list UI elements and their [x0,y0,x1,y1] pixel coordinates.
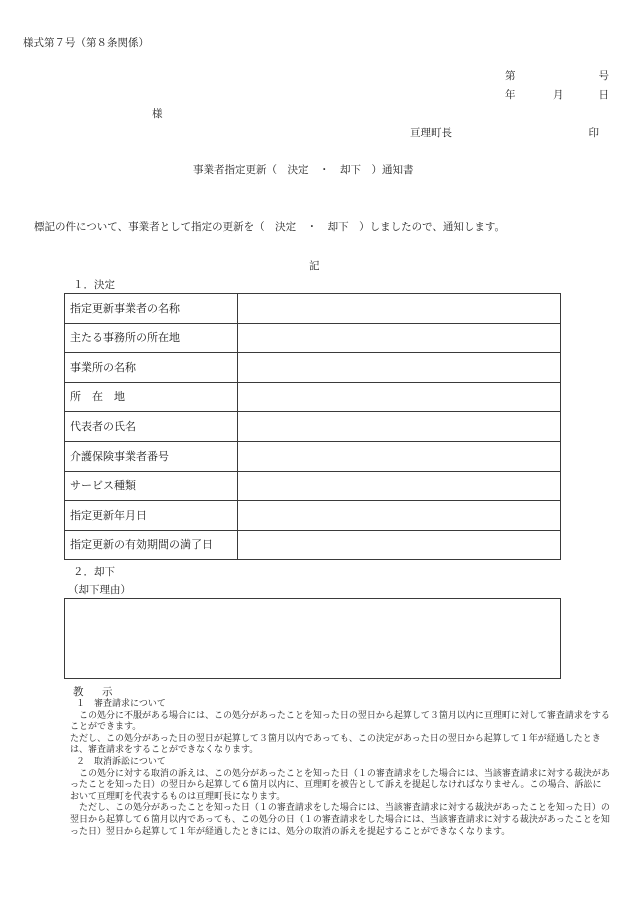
row-value[interactable] [238,412,561,442]
body-text: 標記の件について、事業者として指定の更新を（ 決定 ・ 却下 ）しましたので、通知します。 [34,221,506,233]
table-row [65,382,561,412]
date-day: 日 [598,89,609,101]
section-decision-heading: １．決定 [73,279,115,291]
decision-table [64,293,561,560]
notice-item2-paragraph2: ただし、この処分があったことを知った日（１の審査請求をした場合には、当該審査請求に対する裁決があったことを知った日）の翌日から起算して６箇月以内であっても、この処分の日（１の審査請求をした場合には、当該審査請求に対する裁決があったことを知った日）翌日から起算して１年が経過したときには、処分の取消の訴えを提起することができなくなります。 [70,803,610,837]
notice-title: 教 示 [73,686,117,698]
issuer-line [410,127,599,140]
row-value[interactable] [238,382,561,412]
table-row [65,353,561,383]
table-row [65,294,561,324]
row-label: 代表者の氏名 [65,412,238,442]
table-row [65,323,561,353]
row-value[interactable] [238,471,561,501]
row-label: 指定更新事業者の名称 [65,294,238,324]
row-label: 主たる事務所の所在地 [65,323,238,353]
form-label: 様式第７号（第８条関係） [23,37,149,49]
notice-item1-heading: １ 審査請求について [76,699,166,709]
row-value[interactable] [238,501,561,531]
row-value[interactable] [238,353,561,383]
table-row [65,471,561,501]
notice-item1-paragraph2: ただし、この処分があった日の翌日が起算して３箇月以内であっても、この決定があった日の翌日から起算して１年が経過したときは、審査請求をすることができなくなります。 [70,733,601,756]
notice-item2-heading: ２ 取消訴訟について [76,756,166,767]
row-label: 指定更新年月日 [65,501,238,531]
table-row [65,501,561,531]
row-value[interactable] [238,441,561,471]
date-month: 月 [553,89,564,101]
row-label: 介護保険事業者番号 [65,441,238,471]
issuer-name: 亘理町長 [410,127,452,139]
rejection-reason-box[interactable] [64,598,561,679]
addressee-suffix: 様 [152,108,163,120]
ki-heading: 記 [309,260,320,272]
date-year: 年 [505,89,516,101]
row-value[interactable] [238,530,561,560]
notice-item2-paragraph1: この処分に対する取消の訴えは、この処分があったことを知った日（１の審査請求をした場合には、当該審査請求に対する裁決があったことを知った日）の翌日から起算して６箇月以内に、亘理町を被告として訴えを提起しなければなりません。この場合、訴訟において亘理町を代表するものは亘理町長になります。 [70,768,610,802]
row-value[interactable] [238,323,561,353]
number-prefix: 第 [505,70,516,82]
table-row [65,441,561,471]
row-label: サービス種類 [65,471,238,501]
table-row [65,530,561,560]
document-title: 事業者指定更新（ 決定 ・ 却下 ）通知書 [193,164,414,176]
rejection-reason-label: （却下理由） [68,584,131,596]
notice-section [70,699,610,838]
number-suffix: 号 [598,70,609,82]
row-value[interactable] [238,294,561,324]
row-label: 所 在 地 [65,382,238,412]
notice-item1-paragraph1: この処分に不服がある場合には、この処分があったことを知った日の翌日から起算して３箇月以内に亘理町に対して審査請求をすることができます。 [70,710,610,733]
seal-mark: 印 [588,127,599,139]
section-rejection-heading: ２．却下 [73,566,115,578]
row-label: 事業所の名称 [65,353,238,383]
table-row [65,412,561,442]
row-label: 指定更新の有効期間の満了日 [65,530,238,560]
